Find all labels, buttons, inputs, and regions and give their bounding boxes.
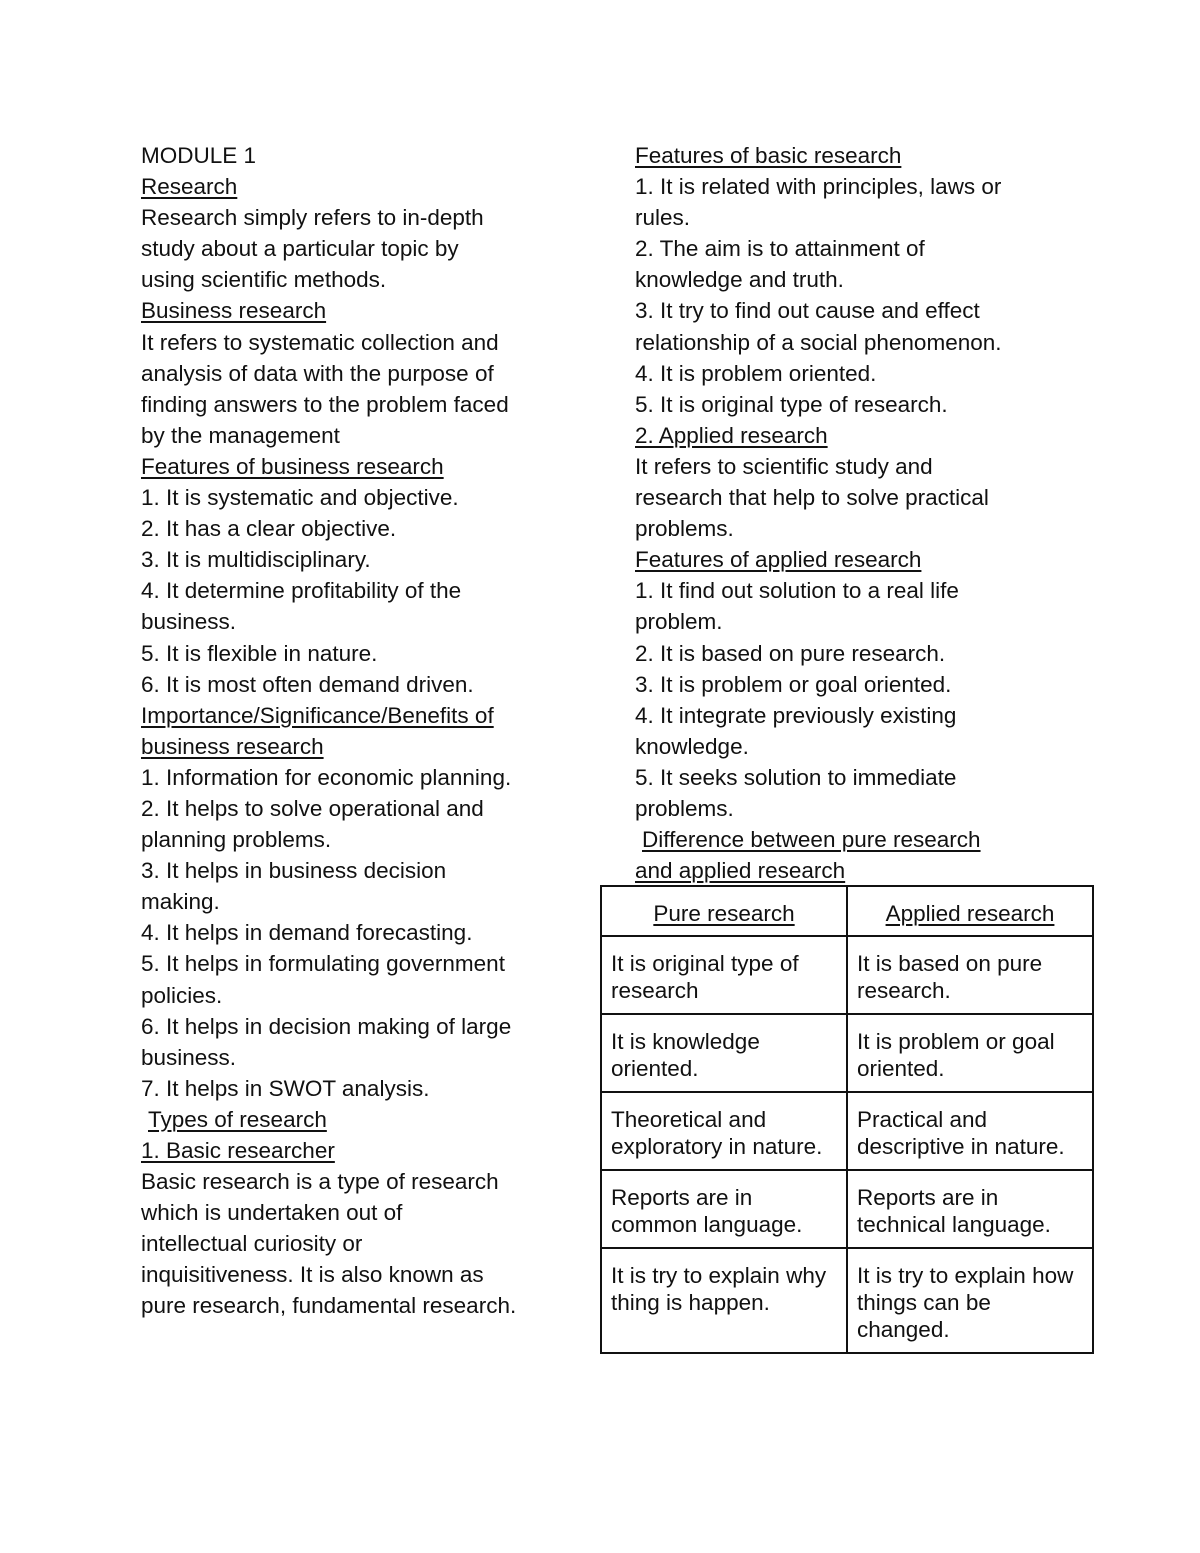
text-line: analysis of data with the purpose of (141, 360, 494, 386)
list-item: 3. It helps in business decision (141, 858, 447, 884)
table-header-row (601, 886, 1093, 936)
text-line: intellectual curiosity or (141, 1231, 363, 1257)
list-item: 5. It is flexible in nature. (141, 640, 378, 666)
list-item: relationship of a social phenomenon. (635, 329, 1002, 355)
heading-line: Importance/Significance/Benefits of (141, 702, 494, 728)
list-item: planning problems. (141, 827, 332, 853)
table-header-cell (847, 886, 1093, 936)
right-column (635, 140, 1085, 886)
applied-definition (635, 451, 1085, 544)
list-item: business. (141, 1044, 237, 1070)
list-item: 4. It determine profitability of the (141, 578, 462, 604)
list-item: knowledge and truth. (635, 267, 844, 293)
importance-list (141, 762, 581, 1104)
list-item: knowledge. (635, 733, 749, 759)
table-row (601, 1092, 1093, 1170)
header-pure-research: Pure research (653, 901, 795, 926)
table-cell: It is original type of research (601, 936, 847, 1014)
applied-heading: 2. Applied research (635, 422, 828, 448)
list-item: 4. It is problem oriented. (635, 360, 877, 386)
features-business-list (141, 482, 581, 700)
list-item: 5. It helps in formulating government (141, 951, 505, 977)
table-row (601, 1170, 1093, 1248)
text-line: using scientific methods. (141, 267, 387, 293)
list-item: problem. (635, 609, 723, 635)
basic-heading: 1. Basic researcher (141, 1138, 335, 1163)
table-cell: It is knowledge oriented. (601, 1014, 847, 1092)
table-cell: It is try to explain why thing is happen. (601, 1248, 847, 1353)
text-line: by the management (141, 422, 340, 448)
types-heading (141, 1104, 581, 1135)
text-line: research that help to solve practical (635, 485, 989, 511)
list-item: 5. It seeks solution to immediate (635, 764, 957, 790)
list-item: 2. It has a clear objective. (141, 516, 397, 542)
table-cell: Reports are in technical language. (847, 1170, 1093, 1248)
features-basic-heading: Features of basic research (635, 143, 902, 168)
difference-heading (635, 824, 1085, 886)
text-line: inquisitiveness. It is also known as (141, 1262, 484, 1288)
research-heading: Research (141, 174, 238, 200)
table-cell: Practical and descriptive in nature. (847, 1092, 1093, 1170)
table-row (601, 936, 1093, 1014)
list-item: 3. It try to find out cause and effect (635, 298, 980, 324)
heading-line (635, 824, 1085, 855)
text-line: study about a particular topic by (141, 236, 459, 262)
list-item: rules. (635, 205, 691, 231)
list-item: 1. It is systematic and objective. (141, 485, 459, 511)
basic-definition (141, 1166, 581, 1321)
list-item: 2. It is based on pure research. (635, 640, 946, 666)
text-line: which is undertaken out of (141, 1200, 403, 1226)
table-cell: Theoretical and exploratory in nature. (601, 1092, 847, 1170)
comparison-table (600, 885, 1094, 1354)
list-item: 2. The aim is to attainment of (635, 236, 925, 262)
features-applied-list (635, 575, 1085, 824)
text-line: Basic research is a type of research (141, 1169, 499, 1195)
list-item: 6. It helps in decision making of large (141, 1013, 512, 1039)
list-item: 1. It find out solution to a real life (635, 578, 959, 604)
module-title: MODULE 1 (141, 143, 257, 168)
list-item: 2. It helps to solve operational and (141, 795, 484, 821)
header-applied-research: Applied research (885, 901, 1055, 926)
heading-line: and applied research (635, 858, 846, 884)
text-line: It refers to scientific study and (635, 453, 933, 479)
table-cell: It is problem or goal oriented. (847, 1014, 1093, 1092)
list-item: 6. It is most often demand driven. (141, 671, 474, 697)
list-item: 5. It is original type of research. (635, 391, 948, 417)
business-research-definition (141, 327, 581, 451)
table-row (601, 1248, 1093, 1353)
heading-text: Difference between pure research (642, 827, 981, 853)
list-item: business. (141, 609, 237, 635)
text-line: pure research, fundamental research. (141, 1293, 517, 1319)
list-item: 4. It helps in demand forecasting. (141, 920, 473, 946)
table-cell: It is based on pure research. (847, 936, 1093, 1014)
list-item: 7. It helps in SWOT analysis. (141, 1075, 430, 1101)
research-definition (141, 202, 581, 295)
importance-heading (141, 700, 581, 762)
list-item: policies. (141, 982, 223, 1008)
list-item: problems. (635, 795, 734, 821)
text-line: It refers to systematic collection and (141, 329, 499, 355)
text-line: problems. (635, 516, 734, 542)
table-row (601, 1014, 1093, 1092)
features-business-heading: Features of business research (141, 453, 444, 479)
text-line: Research simply refers to in-depth (141, 205, 484, 231)
features-applied-heading: Features of applied research (635, 547, 922, 573)
table-header-cell (601, 886, 847, 936)
list-item: 3. It is problem or goal oriented. (635, 671, 952, 697)
list-item: 1. Information for economic planning. (141, 764, 512, 790)
list-item: 4. It integrate previously existing (635, 702, 957, 728)
heading-line: business research (141, 733, 324, 759)
list-item: 1. It is related with principles, laws or (635, 174, 1002, 200)
table-cell: It is try to explain how things can be changed. (847, 1248, 1093, 1353)
text-line: finding answers to the problem faced (141, 391, 509, 417)
table-cell: Reports are in common language. (601, 1170, 847, 1248)
types-heading-text: Types of research (148, 1106, 327, 1132)
features-basic-list (635, 171, 1085, 420)
list-item: making. (141, 889, 220, 915)
business-research-heading: Business research (141, 298, 327, 324)
list-item: 3. It is multidisciplinary. (141, 547, 371, 573)
left-column (141, 140, 581, 1322)
